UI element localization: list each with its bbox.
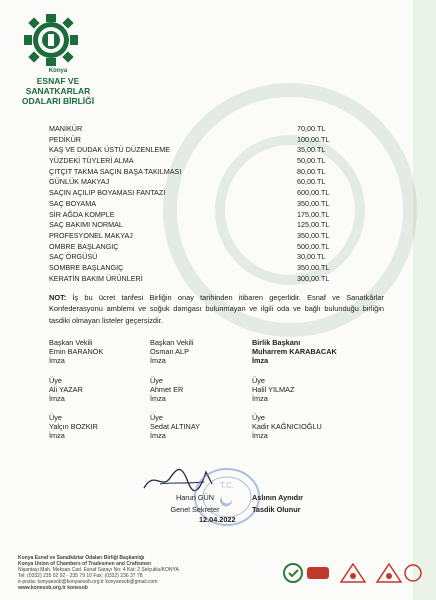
service-name: KERATİN BAKIM ÜRÜNLERİ [49,273,143,283]
service-price: 100,00.TL [297,134,330,144]
org-line-2: ODALARI BİRLİĞİ [21,96,95,106]
note-paragraph [49,292,384,326]
signatory-sig: İmza [252,430,268,440]
signatory-name: Emin BARANOK [49,346,104,356]
signatory-title: Üye [252,376,265,385]
certification-block [252,494,342,515]
footer-line-6: www.konesob.org.tr konesob [18,585,88,591]
signatory-name: Ahmet ER [150,384,184,394]
price-row [49,124,339,135]
signatory-block [150,339,240,365]
signatory-block [49,414,139,440]
signatory-sig: İmza [150,430,166,440]
tse-badge-icon [307,567,329,579]
signatory-block [150,377,240,403]
certification-line-1: Aslının Aynıdır [252,493,303,502]
signatory-name: Muharrem KARABACAK [252,346,337,356]
certification-line-2: Tasdik Olunur [252,504,301,514]
signatory-name: Osman ALP [150,346,189,356]
service-name: KAŞ VE DUDAK ÜSTÜ DÜZENLEME [49,145,171,155]
service-price: 350,00.TL [297,262,330,272]
service-price: 600,00.TL [297,188,330,198]
signatory-sig: İmza [150,355,166,365]
service-price: 300,00.TL [297,273,330,283]
signatory-title: Üye [150,376,163,385]
stamp-text: T.C. [219,481,235,490]
signatory-block [49,377,139,403]
esob-logo-icon [22,14,80,66]
price-row [49,199,339,210]
service-name: OMBRE BAŞLANGIÇ [49,241,119,251]
service-name: SAÇ ÖRGÜSÜ [49,252,98,262]
signatory-sig: İmza [49,393,65,403]
org-line-1: ESNAF VE SANATKARLAR [25,76,91,96]
signatory-name: Halil YILMAZ [252,384,295,394]
price-row [49,156,339,167]
signatory-title: Üye [150,413,163,422]
signatory-block [252,377,372,403]
footer-line-3: Nişantaşı Mah. Meksan Cad. Esnaf Sarayı No: 4 Kat: 2 Selçuklu/KONYA [18,567,179,573]
standard-badge-icon [377,564,401,582]
service-price: 125,00.TL [297,220,330,230]
signatory-title: Başkan Vekili [49,338,93,347]
service-name: YÜZDEKİ TÜYLERİ ALMA [49,156,134,166]
signatory-sig: İmza [49,430,65,440]
secretary-name: Harun GÜN [175,493,215,502]
price-list [49,124,339,284]
price-row [49,188,339,199]
service-name: SAÇIN AÇILIP BOYAMASI FANTAZİ [49,188,166,198]
certification-badges [283,562,423,584]
service-price: 350,00.TL [297,230,330,240]
service-price: 175,00.TL [297,209,330,219]
signatory-title: Başkan Vekili [150,338,194,347]
service-price: 80,00.TL [297,166,326,176]
footer-line-4: Tel: (0332) 235 02 92 - 235 79 10 Fax: (0332) 236 37 78 [18,573,143,579]
price-row [49,167,339,178]
signatory-title: Üye [252,413,265,422]
service-price: 60,00.TL [297,177,326,187]
signatory-block [150,414,240,440]
note-text: İş bu ücret tarifesi Birliğin onay tarihinden itibaren geçerlidir. Esnaf ve Sanatkârlar Konfederasyonu amblemi ve soğuk damgası bulunmayan ve ilgili oda ve bağlı bulunduğu birliğin tasdiki olmayan listeler geçersizdir. [49,293,384,325]
organization-name [8,66,108,106]
signatory-name: Yalçın BOZKIR [49,421,98,431]
secretary-title: Genel Sekreter [170,504,220,514]
price-row [49,252,339,263]
signatory-name: Ali YAZAR [49,384,83,394]
seal-badge-icon [405,565,421,581]
price-row [49,274,339,285]
signatory-title: Üye [49,413,62,422]
service-name: SAÇ BAKIMI NORMAL [49,220,123,230]
price-row [49,135,339,146]
footer-line-1: Konya Esnaf ve Sanatkârlar Odaları Birliği Başkanlığı [18,555,145,561]
service-name: GÜNLÜK MAKYAJ [49,177,110,187]
price-row [49,210,339,221]
iso-badge-icon [341,564,365,582]
service-name: PROFESYONEL MAKYAJ [49,230,133,240]
service-price: 500,00.TL [297,241,330,251]
signatory-block [252,339,382,365]
signatory-title: Birlik Başkanı [252,338,301,347]
service-price: 35,00.TL [297,145,326,155]
service-name: MANİKÜR [49,124,83,133]
service-price: 30,00.TL [297,252,326,262]
quality-badge-icon [284,564,302,582]
price-row [49,263,339,274]
service-price: 350,00.TL [297,198,330,208]
note-label: NOT: [49,293,67,302]
price-row [49,220,339,231]
secretary-block [150,494,240,515]
price-row [49,231,339,242]
signatory-sig: İmza [252,355,269,365]
service-name: SOMBRE BAŞLANGIÇ [49,262,124,272]
signatory-sig: İmza [150,393,166,403]
price-row [49,242,339,253]
signatory-name: Kadir KAĞNICIOĞLU [252,421,322,431]
footer-address [18,555,258,591]
price-row [49,145,339,156]
service-name: PEDİKÜR [49,134,81,144]
price-row [49,177,339,188]
signatory-block [49,339,139,365]
service-price: 70,00.TL [297,124,326,133]
service-name: ÇITÇIT TAKMA SAÇIN BAŞA TAKILMASI [49,166,182,176]
signatory-title: Üye [49,376,62,385]
footer-line-5: e-posta: konyaesob@konyaesob.org.tr konyaesob@gmail.com [18,579,158,585]
service-name: SİR AĞDA KOMPLE [49,209,115,219]
signatory-sig: İmza [252,393,268,403]
service-name: SAÇ BOYAMA [49,198,96,208]
signatory-name: Sedat ALTINAY [150,421,201,431]
signatory-block [252,414,382,440]
service-price: 50,00.TL [297,156,326,166]
footer-line-2: Konya Union of Chambers of Tradesmen and Craftsmen [18,561,152,567]
org-city: Konya [48,68,68,74]
signatory-sig: İmza [49,355,65,365]
stamp-date: 12.04.2022 [199,515,236,524]
